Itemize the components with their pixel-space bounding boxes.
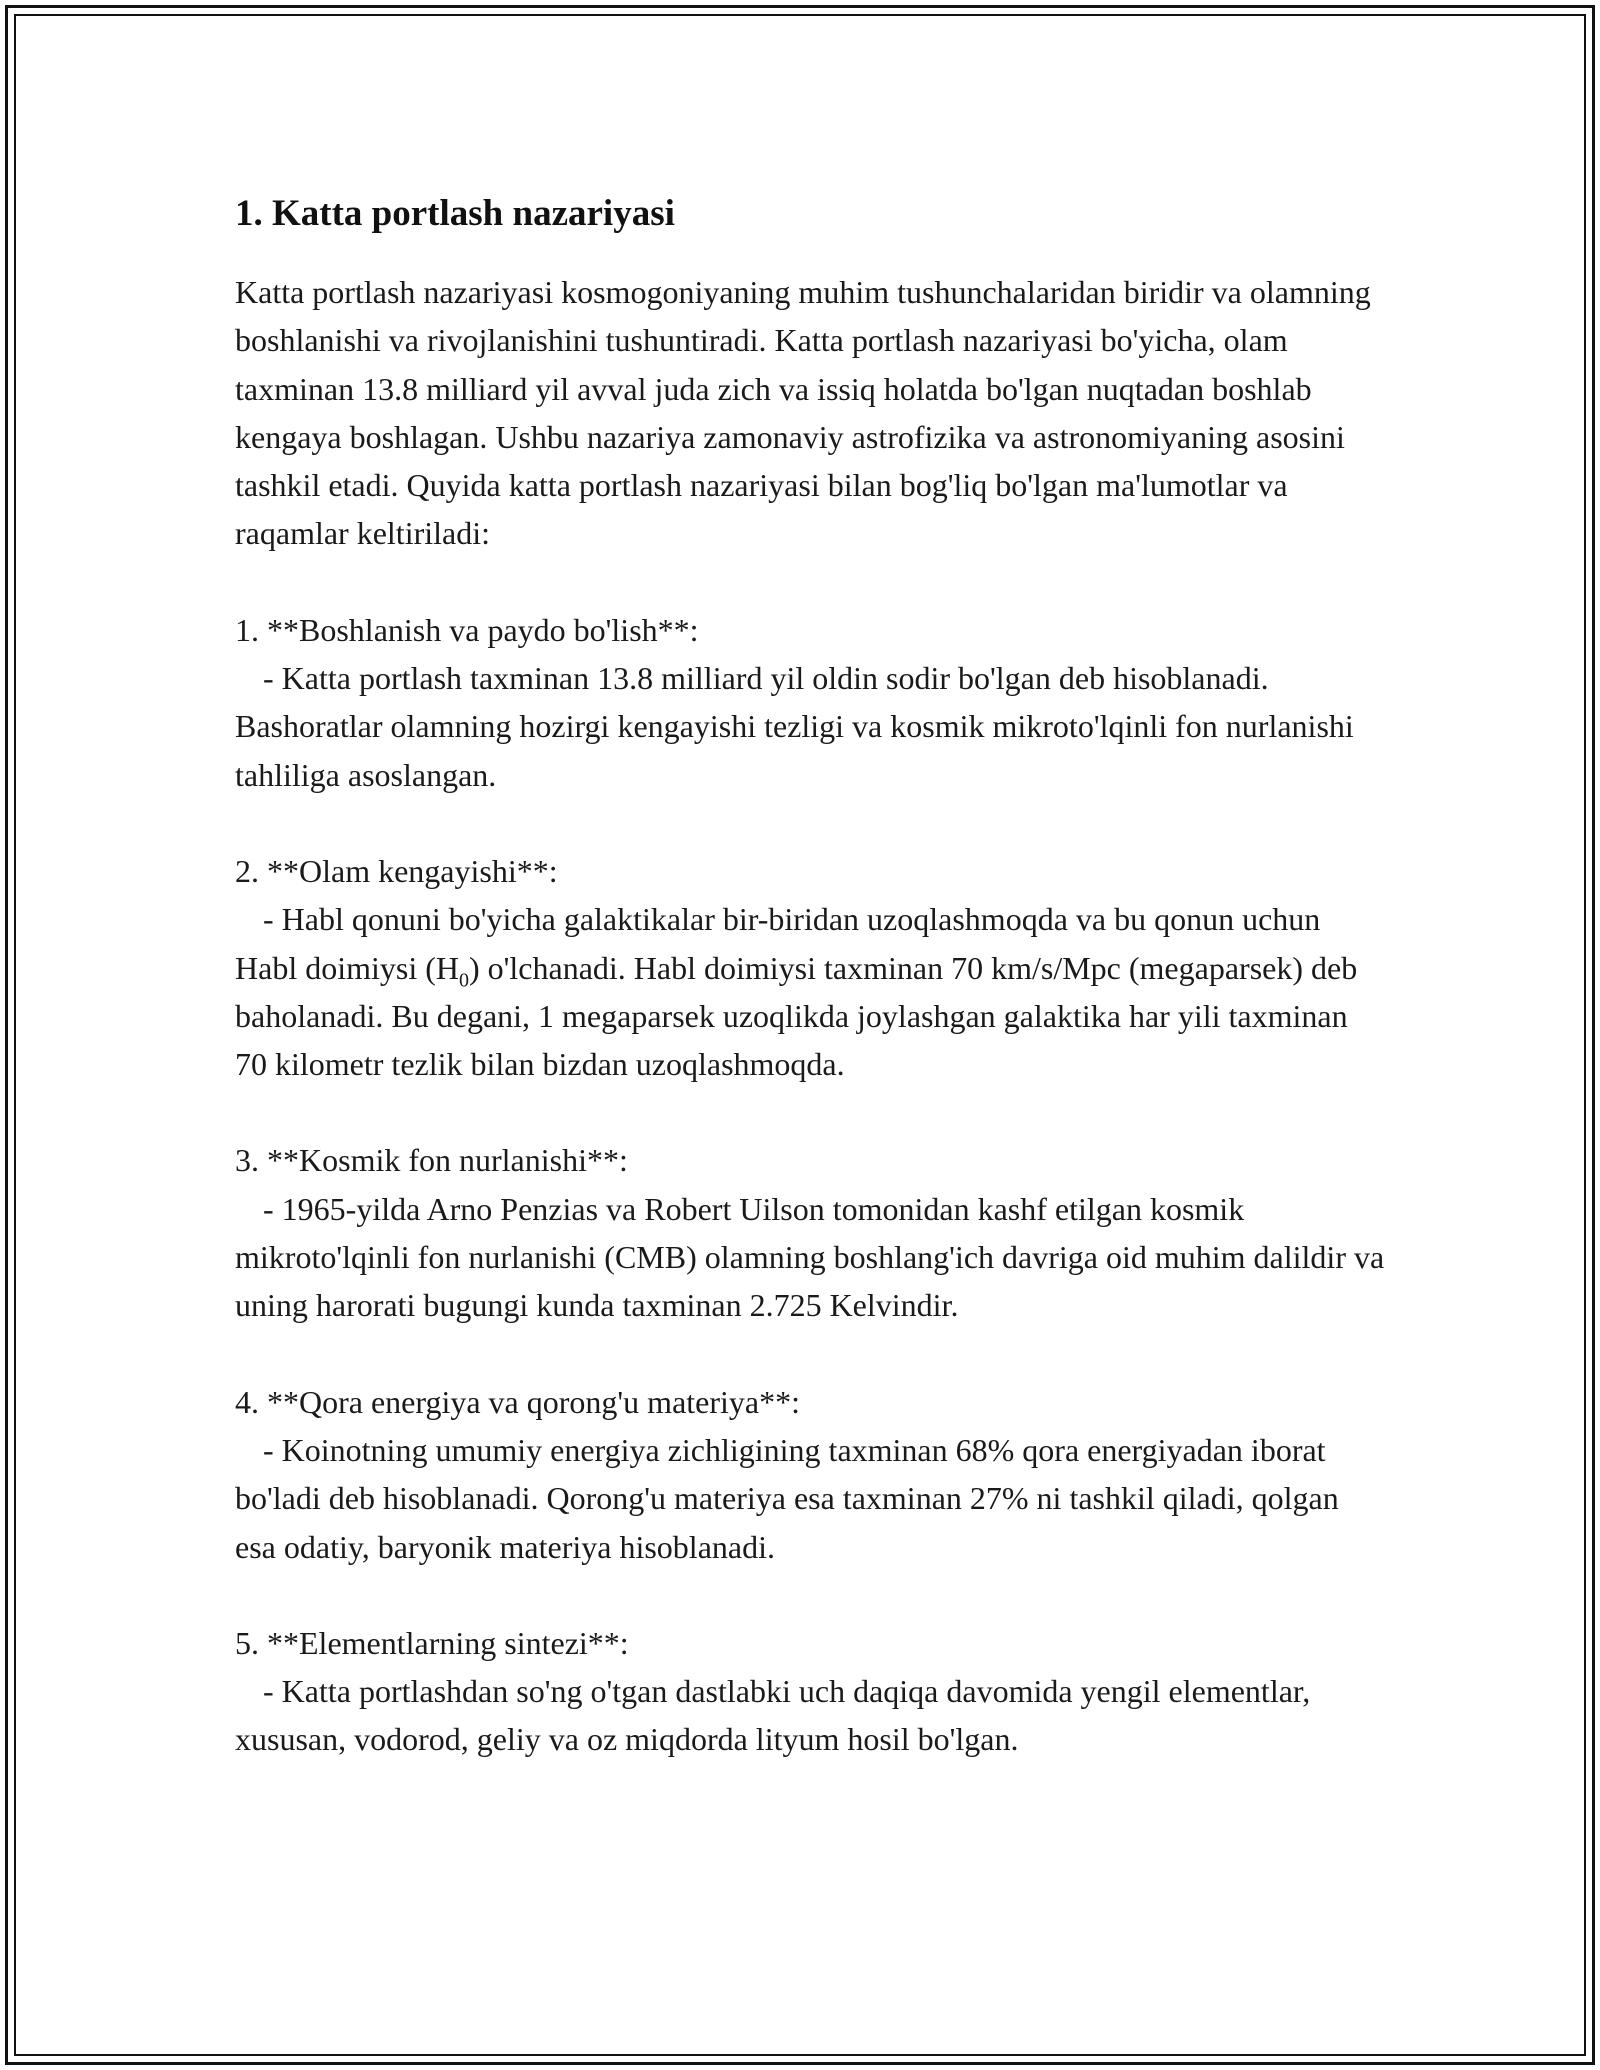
section-body-text: - Katta portlash taxminan 13.8 milliard yil oldin sodir bo'lgan deb hisoblanadi. Bashoratlar olamning hozirgi kengayishi tezligi va kosmik mikroto'lqinli fon nurlanishi tahliliga asoslangan. — [235, 660, 1354, 793]
section-heading: 5. **Elementlarning sintezi**: — [235, 1624, 629, 1661]
section-body — [235, 1185, 1385, 1330]
section-3 — [235, 1136, 1385, 1329]
section-2 — [235, 847, 1385, 1088]
section-heading: 4. **Qora energiya va qorong'u materiya**: — [235, 1383, 800, 1420]
section-body-text-cont: ) o'lchanadi. Habl doimiysi taxminan 70 km/s/Mpc (megaparsek) deb baholanadi. Bu degani, 1 megaparsek uzoqlikda joylashgan galaktika har yili taxminan 70 kilometr tezlik bilan bizdan uzoqlashmoqda. — [235, 949, 1358, 1083]
section-heading: 1. **Boshlanish va paydo bo'lish**: — [235, 611, 699, 648]
section-5 — [235, 1619, 1385, 1764]
section-1 — [235, 606, 1385, 799]
section-body — [235, 1426, 1385, 1571]
section-heading: 2. **Olam kengayishi**: — [235, 852, 558, 889]
section-body-text: - 1965-yilda Arno Penzias va Robert Uilson tomonidan kashf etilgan kosmik mikroto'lqinli fon nurlanishi (CMB) olamning boshlang'ich davriga oid muhim dalildir va uning harorati bugungi kunda taxminan 2.725 Kelvindir. — [235, 1190, 1385, 1324]
hubble-subscript: 0 — [458, 968, 469, 991]
section-body-text: - Koinotning umumiy energiya zichligining taxminan 68% qora energiyadan iborat bo'ladi deb hisoblanadi. Qorong'u materiya esa taxminan 27% ni tashkil qiladi, qolgan esa odatiy, baryonik materiya hisoblanadi. — [235, 1431, 1339, 1565]
section-heading: 3. **Kosmik fon nurlanishi**: — [235, 1142, 628, 1179]
intro-paragraph: Katta portlash nazariyasi kosmogoniyaning muhim tushunchalaridan biridir va olamning boshlanishi va rivojlanishini tushuntiradi. Katta portlash nazariyasi bo'yicha, olam taxminan 13.8 milliard yil avval juda zich va issiq holatda bo'lgan nuqtadan boshlab kengaya boshlagan. Ushbu nazariya zamonaviy astrofizika va astronomiyaning asosini tashkil etadi. Quyida katta portlash nazariyasi bilan bog'liq bo'lgan ma'lumotlar va raqamlar keltiriladi: — [235, 274, 1371, 552]
section-4 — [235, 1378, 1385, 1571]
section-body-text: - Katta portlashdan so'ng o'tgan dastlabki uch daqiqa davomida yengil elementlar, xususan, vodorod, geliy va oz miqdorda lityum hosil bo'lgan. — [235, 1673, 1311, 1758]
document-body — [235, 190, 1385, 1764]
document-title: 1. Katta portlash nazariyasi — [235, 193, 675, 234]
section-body — [235, 654, 1385, 799]
section-body — [235, 895, 1385, 1088]
section-body — [235, 1667, 1385, 1764]
section-body-text: - Habl qonuni bo'yicha galaktikalar bir-biridan uzoqlashmoqda va bu qonun uchun Habl doimiysi (H — [235, 901, 1321, 986]
